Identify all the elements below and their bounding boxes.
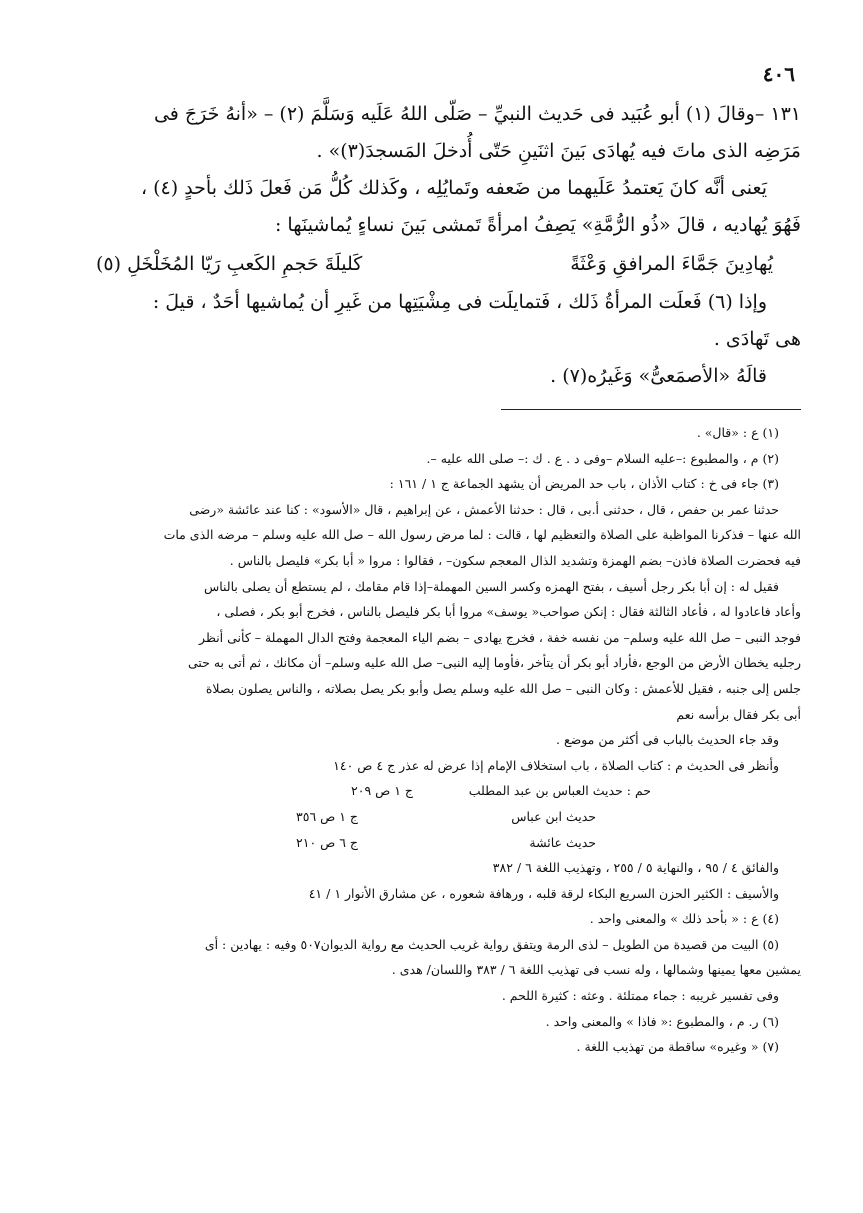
verse-first-hemistich: يُهادِينَ جَمَّاءَ المرافقِ وَعْثَةً	[570, 253, 773, 275]
footnotes	[58, 420, 801, 1060]
poem-verse	[58, 244, 801, 284]
footnote-3-more: والفائق ٤ / ٩٥ ، والنهاية ٥ / ٢٥٥ ، وتهذيب اللغة ٦ / ٣٨٢	[492, 860, 779, 876]
reference-name: حديث عائشة	[529, 834, 596, 850]
paragraph-2-line-2: فَهُوَ يُهاديه ، قالَ «ذُو الرُّمَّةِ» يَصِفُ امرأةً تَمشى بَينَ نساءٍ يُماشينَها :	[274, 214, 801, 236]
page-number: ٤٠٦	[762, 62, 795, 86]
footnote-1: (١) ع : «قال» .	[696, 425, 779, 440]
footnote-3-body: فوجد النبى – صل الله عليه وسلم– من نفسه خفة ، فخرج يهادى – بضم الياء المعجمة وفتح الدال المهملة – كأنى أنظر	[199, 629, 801, 645]
reference-location: ج ٦ ص ٢١٠	[296, 834, 358, 850]
footnote-3: (٣) جاء فى خ : كتاب الأذان ، باب حد المريض أن يشهد الجماعة ج ١ / ١٦١ :	[389, 476, 779, 492]
footnote-3-body: فقيل له : إن أبا بكر رجل أسيف ، بفتح الهمزه وكسر السين المهملة–إذا قام مقامك ، لم يستطع أن يصلى بالناس	[203, 578, 779, 594]
reference-row	[58, 804, 801, 830]
footnote-3-body: جلس إلى جنبه ، فقيل للأعمش : وكان النبى – صل الله عليه وسلم يصل وأبو بكر يصل بصلاته ، والناس يصلون بصلاة	[205, 680, 801, 696]
reference-row	[58, 778, 801, 804]
footnote-5: وفى تفسير غريبه : جماء ممتلئة . وعثه : كثيرة اللحم .	[501, 988, 779, 1004]
reference-name: حم : حديث العباس بن عبد المطلب	[468, 783, 651, 799]
paragraph-131-line-2: مَرَضِه الذى ماتَ فيه يُهادَى بَينَ اثنَينِ حَتّى أُدخلَ المَسجدَ(٣)» .	[316, 140, 801, 162]
footnote-3-body: وقد جاء الحديث بالباب فى أكثر من موضع .	[556, 732, 779, 748]
footnote-4: (٤) ع : « بأحد ذلك » والمعنى واحد .	[589, 911, 779, 927]
footnote-divider	[501, 409, 801, 410]
paragraph-2-line-1: يَعنى أنَّه كانَ يَعتمدُ عَلَيهما من ضَعفه وتَمايُلِه ، وكَذلك كُلُّ مَن فَعلَ ذَلك بأحدٍ (٤) ،	[140, 177, 767, 199]
footnote-7: (٧) « وغيره» ساقطة من تهذيب اللغة .	[576, 1039, 779, 1055]
main-text	[58, 96, 801, 395]
footnote-3-body: وأعاد فاعادوا له ، فأعاد الثالثة فقال : إنكن صواحب« يوسف» مروا أبا بكر فليصل بالناس ، فخرج أبو بكر ، فصلى ،	[216, 604, 801, 620]
footnote-3-body: الله عنها – فذكرنا المواظبة على الصلاة والتعظيم لها ، قالت : لما مرض رسول الله – صل الله عليه وسلم – مرضه الذى مات	[163, 527, 801, 543]
footnote-2: (٢) م ، والمطبوع :–عليه السلام –وفى د . ع . ك :– صلى الله عليه –.	[426, 450, 779, 466]
footnote-5: يمشين معها يمينها وشمالها ، وله نسب فى تهذيب اللغة ٦ / ٣٨٣ واللسان/ هدى .	[391, 962, 801, 978]
footnote-3-body: حدثنا عمر بن حفص ، قال ، حدثنى أ.بى ، قال : حدثنا الأعمش ، عن إبراهيم ، قال «الأسود» : كنا عند عائشة «رضى	[189, 501, 779, 517]
paragraph-131-line-1: ١٣١ –وقالَ (١) أبو عُبَيد فى حَديث النبيِّ – صَلّى اللهُ عَلَيه وَسَلَّمَ (٢) – «أنهُ خَرَجَ فى	[153, 103, 801, 125]
reference-name: حديث ابن عباس	[511, 808, 596, 824]
footnote-3-more: والأسيف : الكثير الحزن السريع البكاء لرقة قلبه ، ورهافة شعوره ، عن مشارق الأنوار ١ / ٤١	[308, 885, 779, 901]
verse-second-hemistich: كَليلَةَ حَجمِ الكَعبِ رَيّا المُخَلْخَلِ (٥)	[96, 253, 363, 275]
reference-row	[58, 830, 801, 856]
paragraph-3-line-2: هى تَهادَى .	[713, 328, 801, 350]
footnote-3-body: فيه فحضرت الصلاة فاذن– بضم الهمزة وتشديد الذال المعجم سكون– ، فقالوا : مروا « أبا بكر» فليصل بالناس .	[229, 552, 801, 568]
paragraph-4: قالَهُ «الأصمَعىُّ» وَغَيرُه(٧) .	[550, 365, 767, 387]
footnote-6: (٦) ر. م ، والمطبوع :« فاذا » والمعنى واحد .	[545, 1013, 779, 1029]
footnote-3-body: أبى بكر فقال برأسه نعم	[676, 706, 801, 722]
footnote-5: (٥) البيت من قصيدة من الطويل – لذى الرمة ويتفق رواية غريب الحديث مع رواية الديوان٥٠٧ وفيه : يهادين : أى	[204, 936, 779, 952]
reference-location: ج ١ ص ٣٥٦	[296, 808, 358, 824]
footnote-3-body: رجليه يخطان الأرض من الوجع ،فأراد أبو بكر أن يتأخر ،فأوما إليه النبى– صل الله عليه وسلم– أن مكانك ، ثم أتى به حتى	[187, 655, 801, 671]
paragraph-3-line-1: وإذا (٦) فَعلَت المرأةُ ذَلك ، فَتمايلَت فى مِشْيَتِها من غَيرِ أن يُماشيها أحَدٌ ، قيلَ :	[152, 291, 767, 313]
footnote-3-refs-intro: وأنظر فى الحديث م : كتاب الصلاة ، باب استخلاف الإمام إذا عرض له عذر ج ٤ ص ١٤٠	[333, 757, 779, 773]
reference-location: ج ١ ص ٢٠٩	[351, 783, 413, 799]
